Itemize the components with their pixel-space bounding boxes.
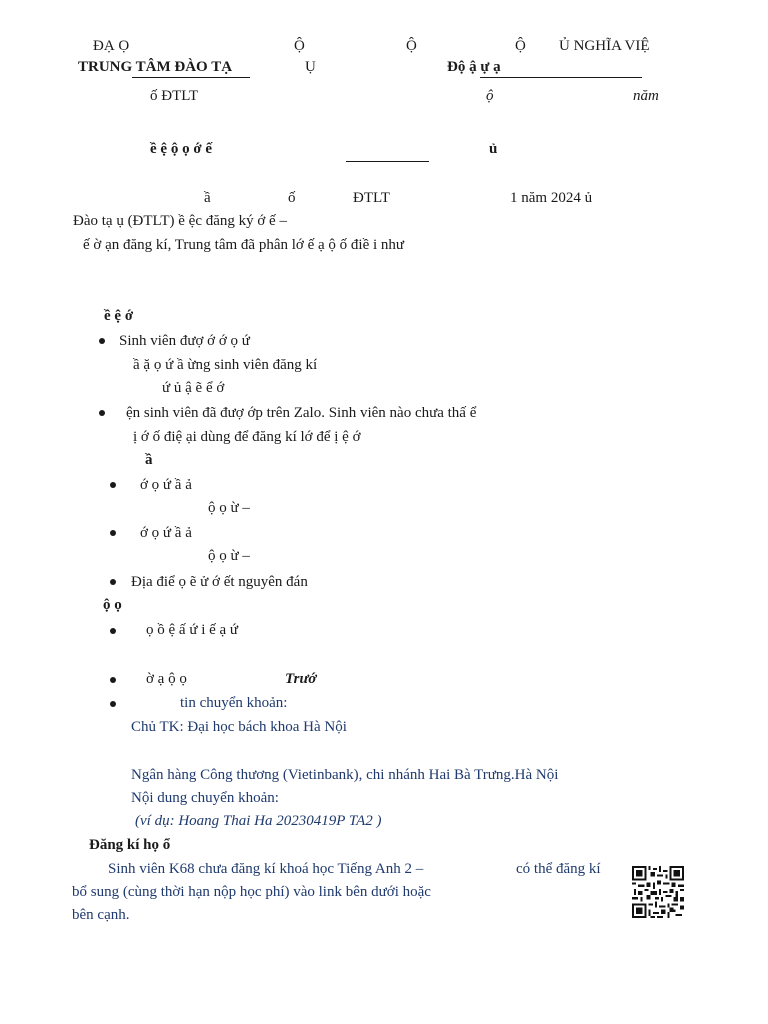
bullet1-line3: ứ ủ ậ ẽ ể ớ [162, 380, 225, 396]
bullet-icon [99, 338, 105, 344]
bullet5-line2: ộ ọ [103, 597, 122, 613]
header-mid-1a: Ộ [294, 38, 305, 54]
bullet4-line1: ớ ọ ứ ầ ả [140, 525, 192, 541]
bullet2-line3: ầ [145, 452, 153, 468]
bullet2-line1: ện sinh viên đã đượ ớp trên Zalo. Sinh viên nào chưa thấ ể [126, 405, 477, 421]
bullet3-line2: ộ ọ ừ – [208, 500, 250, 516]
document-number: ố ĐTLT [150, 88, 199, 104]
payment-deadline: ờ ạ ộ ọ [146, 671, 187, 687]
intro-line1-a: ầ [204, 190, 211, 206]
bullet-icon [110, 701, 116, 707]
date-year: năm [633, 88, 659, 104]
extra-line2: bổ sung (cùng thời hạn nộp học phí) vào link bên dưới hoặc [72, 884, 431, 900]
title-underline [346, 161, 429, 162]
intro-line3: ế ờ ạn đăng kí, Trung tâm đã phân lớ ế ạ ộ ố điề i như [83, 237, 405, 253]
bank-name: Ngân hàng Công thương (Vietinbank), chi nhánh Hai Bà Trưng.Hà Nội [131, 767, 559, 783]
bullet-icon [110, 628, 116, 634]
transfer-content-example: (ví dụ: Hoang Thai Ha 20230419P TA2 ) [135, 813, 382, 829]
date-place: ộ [486, 88, 494, 104]
account-holder: Chủ TK: Đại học bách khoa Hà Nội [131, 719, 347, 735]
bullet-icon [110, 530, 116, 536]
section-heading: ề ệ ớ [104, 308, 134, 324]
intro-line1-d: 1 năm 2024 ủ [510, 190, 593, 206]
transfer-info-label: tin chuyển khoản: [180, 695, 288, 711]
header-org-underline [132, 77, 250, 78]
bullet-icon [110, 579, 116, 585]
extra-line1-a: Sinh viên K68 chưa đăng kí khoá học Tiếng Anh 2 – [108, 861, 424, 877]
bullet-icon [110, 482, 116, 488]
extra-registration-heading: Đăng kí họ ổ [89, 837, 171, 853]
header-org-name: TRUNG TÂM ĐÀO TẠ [78, 59, 233, 75]
intro-line2: Đào tạ ụ (ĐTLT) ề ệc đăng ký ớ ế – [73, 213, 287, 229]
header-motto-underline [480, 77, 642, 78]
document-title-suffix: ủ [489, 141, 498, 157]
bullet2-line2: ị ớ ố điệ ại dùng để đăng kí lớ để ị ệ ớ [133, 429, 361, 445]
header-motto-line1: Ủ NGHĨA VIỆ [559, 38, 650, 54]
qr-code-icon[interactable] [632, 866, 684, 918]
bullet-icon [110, 677, 116, 683]
bullet3-line1: ớ ọ ứ ầ ả [140, 477, 192, 493]
bullet1-line1: Sinh viên đượ ớ ớ ọ ứ [119, 333, 250, 349]
header-mid-1c: Ộ [515, 38, 526, 54]
header-mid-2: Ụ [305, 59, 316, 75]
intro-line1-c: ĐTLT [353, 190, 390, 206]
header-mid-1b: Ộ [406, 38, 417, 54]
extra-line3: bên cạnh. [72, 907, 130, 923]
payment-deadline-before: Trướ [285, 671, 317, 687]
header-org-line1: ĐẠ Ọ [93, 38, 130, 54]
bullet-icon [99, 410, 105, 416]
intro-line1-b: ố [288, 190, 296, 206]
transfer-content-label: Nội dung chuyển khoản: [131, 790, 279, 806]
bullet1-line2: ầ ặ ọ ứ ầ ừng sinh viên đăng kí [133, 357, 318, 373]
header-motto-line2: Độ ậ ự ạ [447, 59, 501, 75]
extra-line1-b: có thể đăng kí [516, 861, 601, 877]
document-title: ề ệ ộ ọ ớ ế [150, 141, 213, 157]
bullet5-line1: Địa điể ọ ẽ ử ớ ết nguyên đán [131, 574, 308, 590]
bullet4-line2: ộ ọ ừ – [208, 548, 250, 564]
bullet6-line1: ọ ồ ệ ấ ứ i ế ạ ứ [146, 622, 239, 638]
